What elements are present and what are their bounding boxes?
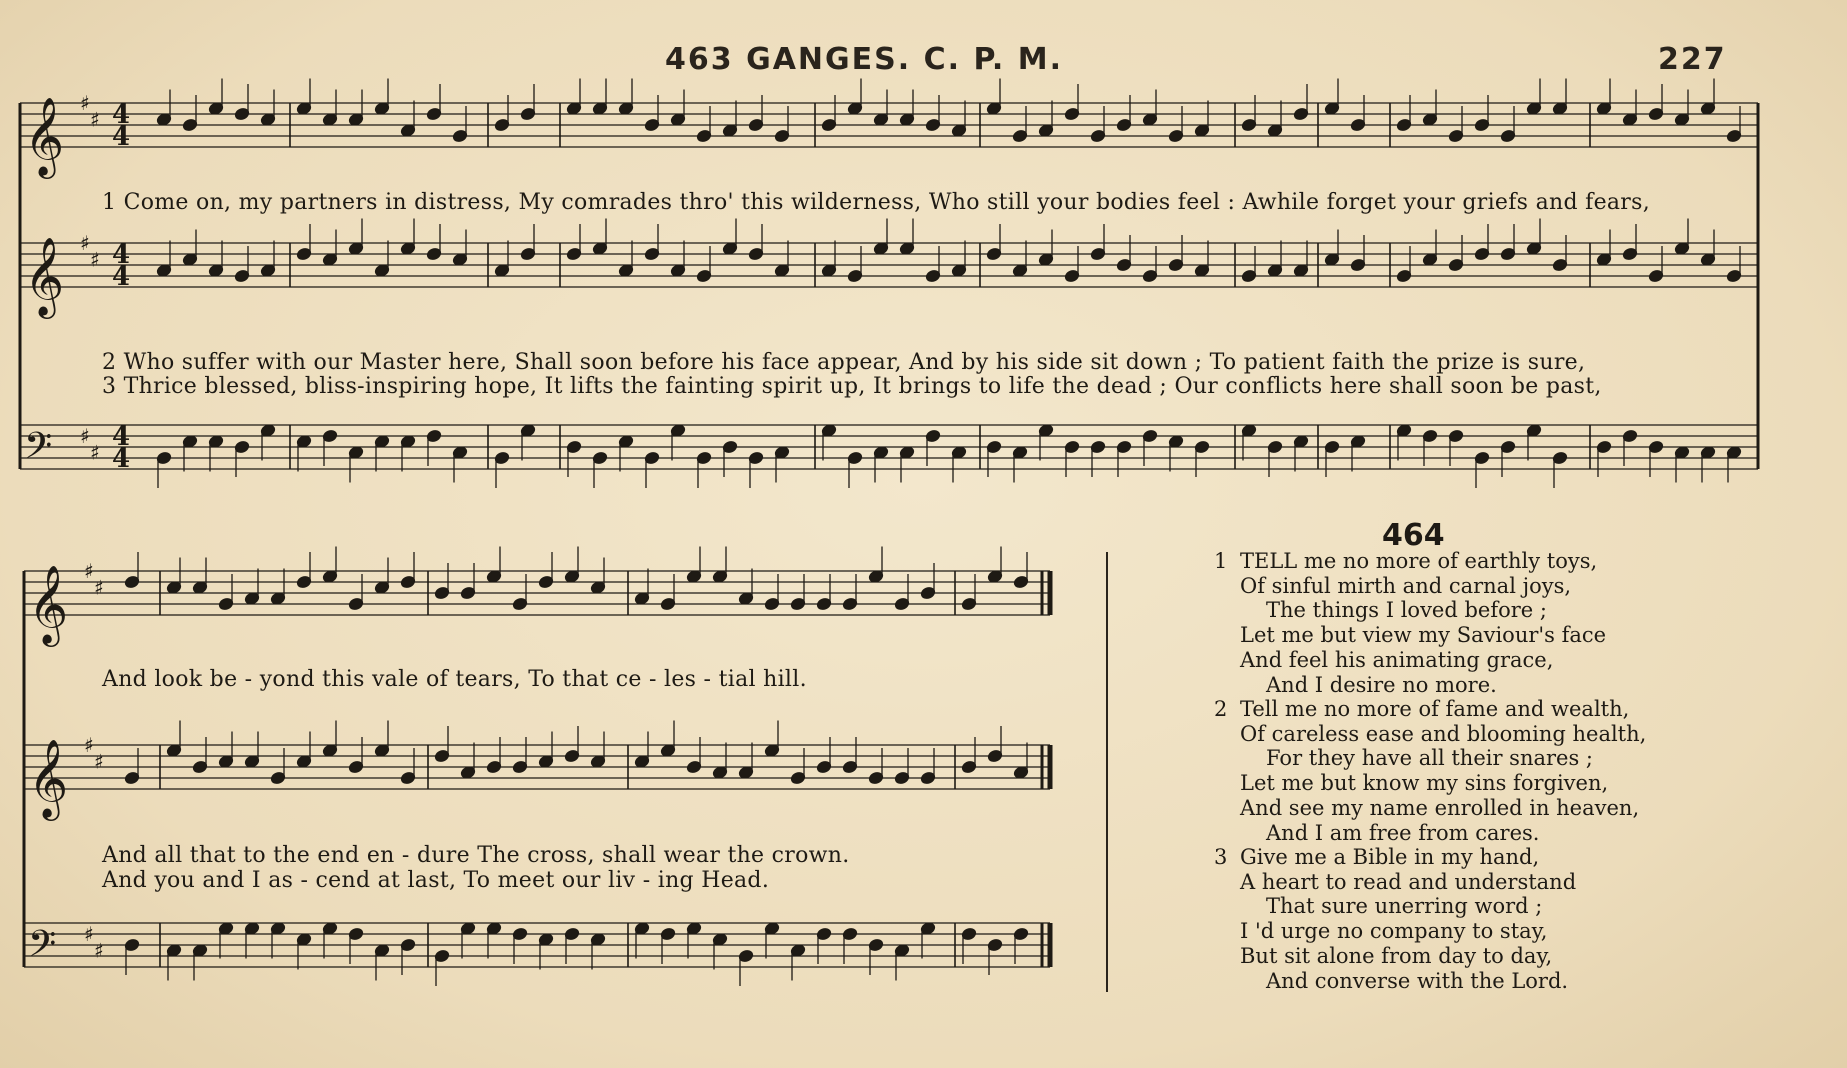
sharp-sign: ♯ bbox=[80, 231, 90, 255]
page-number: 227 bbox=[1658, 42, 1727, 77]
verse-line: The things I loved before ; bbox=[1266, 598, 1547, 623]
verse-line: TELL me no more of earthly toys, bbox=[1240, 549, 1598, 573]
verse-line: I 'd urge no company to stay, bbox=[1240, 919, 1548, 944]
verse-line: For they have all their snares ; bbox=[1266, 746, 1593, 771]
treble-clef: 𝄞 bbox=[24, 97, 65, 176]
verse-number: 2 bbox=[1214, 697, 1228, 721]
system2-lyrics-verse3: And you and I as - cend at last, To meet our liv - ing Head. bbox=[102, 868, 770, 893]
sharp-sign: ♯ bbox=[90, 107, 100, 132]
system1-lyrics-verse1: 1 Come on, my partners in distress, My comrades thro' this wilderness, Who still your bodies feel : Awhile forget your griefs and fears, bbox=[102, 190, 1651, 215]
verse-line: That sure unerring word ; bbox=[1266, 894, 1543, 919]
sharp-sign: ♯ bbox=[90, 440, 100, 465]
time-signature: 4 bbox=[112, 422, 131, 452]
time-signature: 4 bbox=[112, 262, 131, 292]
time-signature: 4 bbox=[112, 122, 131, 152]
sharp-sign: ♯ bbox=[84, 733, 94, 757]
sharp-sign: ♯ bbox=[80, 424, 90, 448]
sharp-sign: ♯ bbox=[94, 749, 104, 774]
sharp-sign: ♯ bbox=[80, 91, 90, 115]
hymn-464-verse-2 bbox=[1214, 697, 1647, 845]
verse-line: A heart to read and understand bbox=[1240, 869, 1577, 894]
verse-line: Of careless ease and blooming health, bbox=[1240, 721, 1647, 746]
system2-lyrics-verse1: And look be - yond this vale of tears, To that ce - les - tial hill. bbox=[102, 667, 807, 692]
verse-line: And I desire no more. bbox=[1266, 672, 1497, 697]
verse-line: And see my name enrolled in heaven, bbox=[1240, 795, 1640, 820]
sharp-sign: ♯ bbox=[94, 575, 104, 600]
verse-number: 1 bbox=[1214, 549, 1228, 573]
hymn-464-verse-1 bbox=[1214, 549, 1607, 697]
sharp-sign: ♯ bbox=[90, 247, 100, 272]
verse-line: And converse with the Lord. bbox=[1266, 968, 1569, 993]
verse-line: But sit alone from day to day, bbox=[1240, 943, 1553, 968]
verse-line: Let me but know my sins forgiven, bbox=[1240, 771, 1609, 796]
time-signature: 4 bbox=[112, 100, 131, 130]
bass-clef: 𝄢 bbox=[24, 425, 53, 476]
sharp-sign: ♯ bbox=[84, 559, 94, 583]
verse-line: Let me but view my Saviour's face bbox=[1240, 623, 1607, 648]
verse-line: Of sinful mirth and carnal joys, bbox=[1240, 573, 1572, 598]
treble-clef: 𝄞 bbox=[28, 565, 69, 644]
system2-lyrics-verse2: And all that to the end en - dure The cross, shall wear the crown. bbox=[102, 843, 850, 868]
column-divider bbox=[1106, 552, 1108, 992]
hymn-464-verse-3 bbox=[1214, 845, 1577, 993]
sharp-sign: ♯ bbox=[84, 922, 94, 946]
treble-clef: 𝄞 bbox=[28, 739, 69, 818]
sharp-sign: ♯ bbox=[94, 938, 104, 963]
hymn-464-number: 464 bbox=[1382, 518, 1445, 553]
system1-lyrics-verse2: 2 Who suffer with our Master here, Shall soon before his face appear, And by his side sit down ; To patient faith the prize is sure, bbox=[102, 350, 1586, 375]
hymn-title: 463 GANGES. C. P. M. bbox=[665, 42, 1064, 77]
system1-lyrics-verse3: 3 Thrice blessed, bliss-inspiring hope, It lifts the fainting spirit up, It brings to life the dead ; Our conflicts here shall soon be past, bbox=[102, 374, 1602, 399]
verse-line: And feel his animating grace, bbox=[1240, 647, 1554, 672]
verse-line: Tell me no more of fame and wealth, bbox=[1240, 697, 1630, 721]
verse-line: And I am free from cares. bbox=[1266, 820, 1540, 845]
time-signature: 4 bbox=[112, 240, 131, 270]
verse-number: 3 bbox=[1214, 845, 1228, 869]
verse-line: Give me a Bible in my hand, bbox=[1240, 845, 1540, 869]
bass-clef: 𝄢 bbox=[28, 923, 57, 974]
time-signature: 4 bbox=[112, 444, 131, 474]
treble-clef: 𝄞 bbox=[24, 237, 65, 316]
